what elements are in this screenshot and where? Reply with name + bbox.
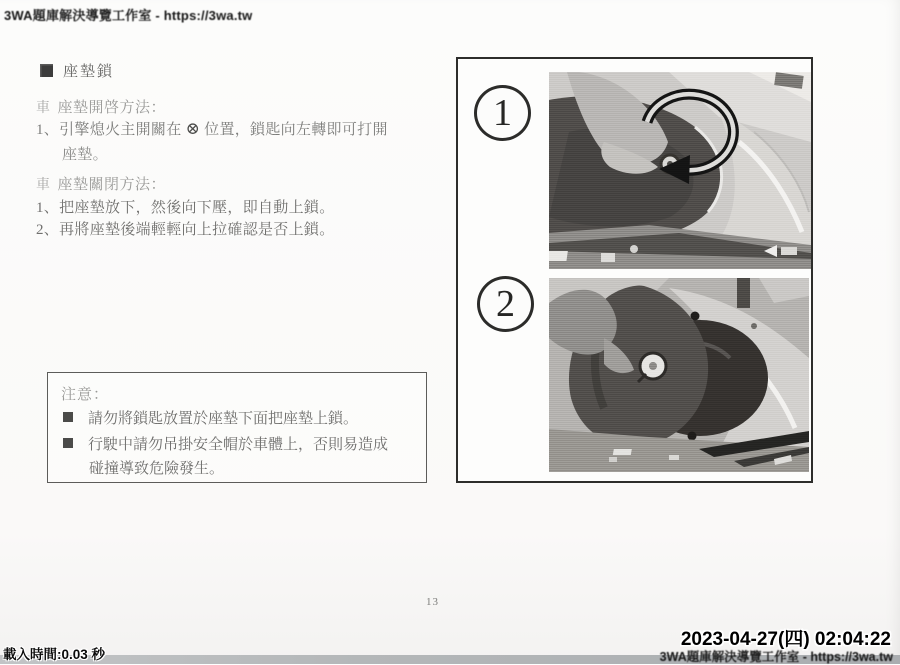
vehicle-bullet-icon: 車 [36,101,51,116]
figure-step-1-badge: 1 [474,85,531,141]
caution-item-1-text: 請勿將鎖匙放置於座墊下面把座墊上鎖。 [88,411,359,427]
caution-item-2-text: 行駛中請勿吊掛安全帽於車體上，否則易造成 [88,437,389,453]
caution-box [47,372,427,483]
page-title-text: 座墊鎖 [63,64,115,80]
close-step-2: 2、再將座墊後端輕輕向上拉確認是否上鎖。 [36,222,335,238]
figure-panel [456,57,813,483]
open-step-1 [36,118,388,139]
photo-step1-illustration [549,72,811,269]
watermark-top-left: 3WA題庫解決導覽工作室 - https://3wa.tw [4,8,253,23]
open-step-1-continued: 座墊。 [62,147,108,163]
open-step-1-pre: 1、引擎熄火主開關在 [36,122,186,138]
caution-item-2-continued: 碰撞導致危險發生。 [89,461,225,477]
square-bullet-icon [63,412,73,422]
close-step-1: 1、把座墊放下，然後向下壓，即自動上鎖。 [36,200,335,216]
photo-step2-illustration [549,278,809,472]
open-step-1-post: 位置，鎖匙向左轉即可打開 [200,122,388,138]
section-heading-close [36,173,166,194]
caution-item-2 [63,433,388,454]
figure-step-2-badge: 2 [477,276,534,332]
photo-step2-seat-open [549,278,809,472]
section-heading-close-text: 座墊關閉方法： [57,177,167,193]
page-title [40,60,114,81]
load-time-indicator: 載入時間:0.03 秒 [3,647,106,662]
timestamp-overlay: 2023-04-27(四) 02:04:22 [680,629,891,650]
square-bullet-icon [40,64,53,77]
watermark-bottom-right: 3WA題庫解決導覽工作室 - https://3wa.tw [659,650,893,664]
vehicle-bullet-icon: 車 [36,178,51,193]
caution-item-1 [63,407,358,428]
square-bullet-icon [63,438,73,448]
section-heading-open-text: 座墊開啓方法： [57,100,167,116]
ignition-off-symbol-icon: ⊗ [185,119,201,138]
caution-title: 注意： [61,387,110,403]
photo-step1-key-turn [549,72,811,269]
section-heading-open [36,96,166,117]
page-number: 13 [426,596,439,608]
